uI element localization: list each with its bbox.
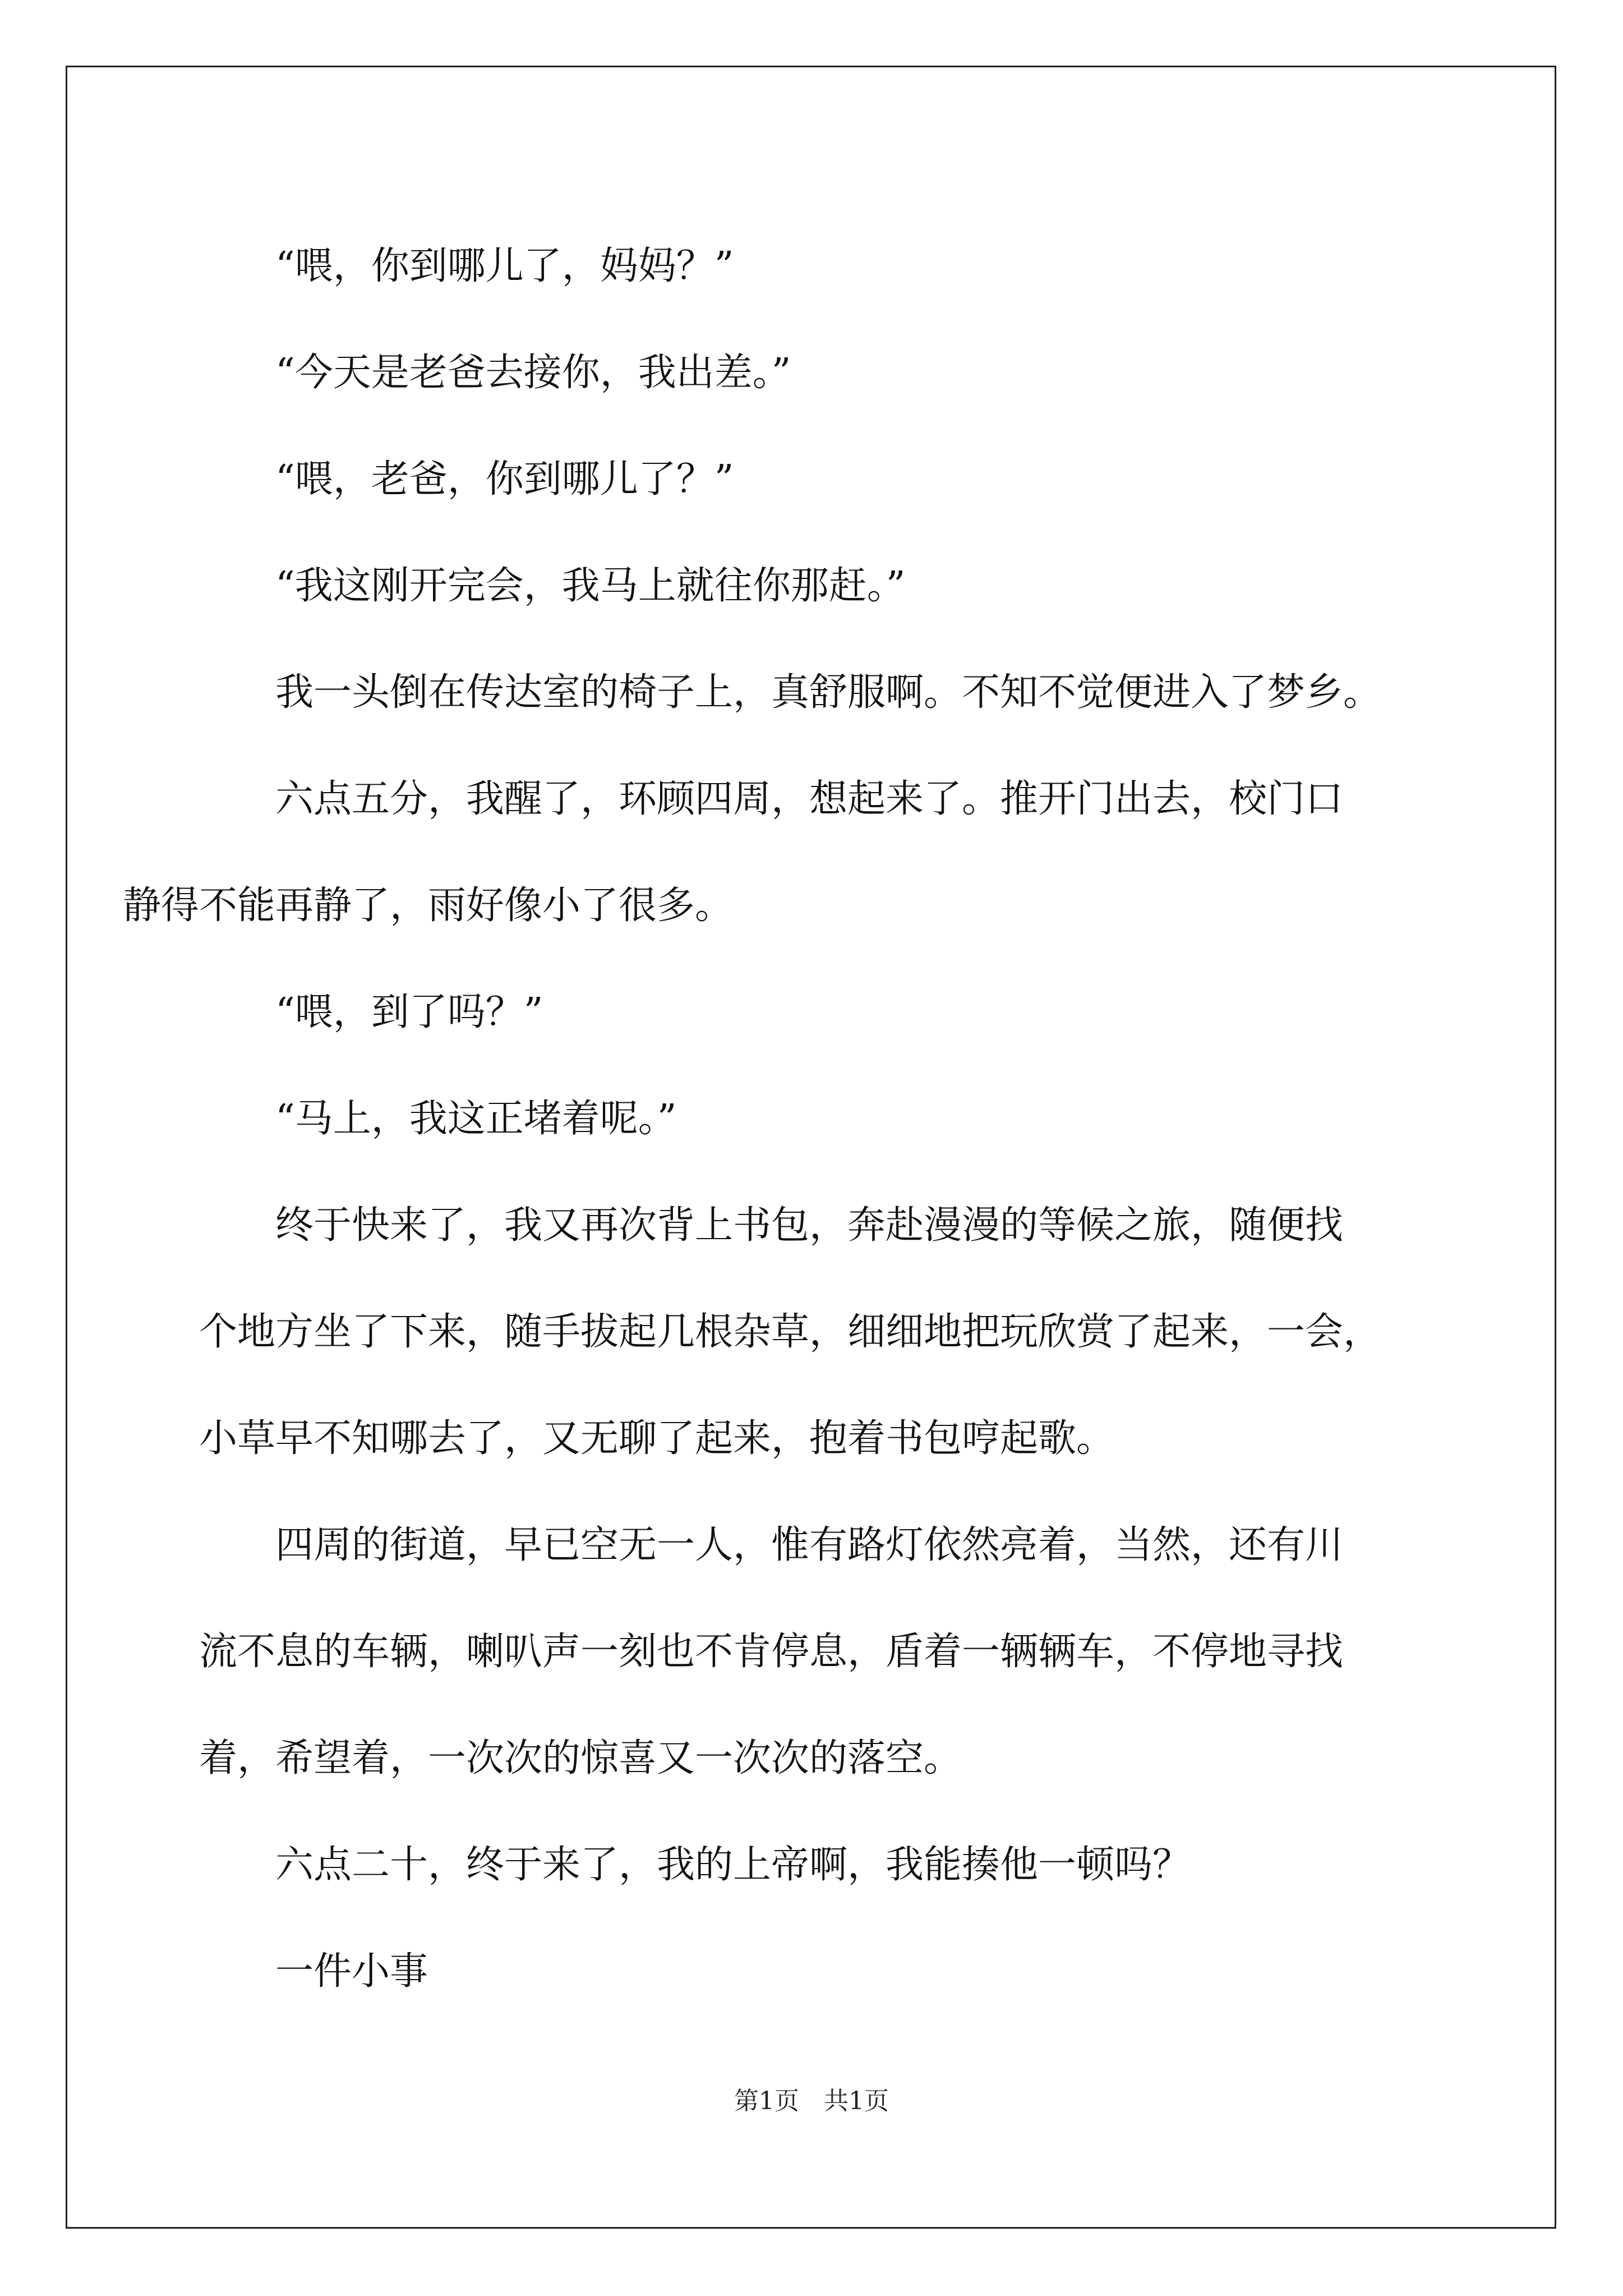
text-line: 着，希望着，一次次的惊喜又一次次的落空。 [199, 1736, 962, 1780]
text-line: 流不息的车辆，喇叭声一刻也不肯停息，盾着一辆辆车，不停地寻找 [199, 1630, 1344, 1674]
paragraph [199, 426, 1433, 533]
text-line: 四周的街道，早已空无一人，惟有路灯依然亮着，当然，还有川 [275, 1523, 1344, 1567]
paragraph [123, 746, 1433, 959]
text-line: 一件小事 [275, 1949, 428, 1994]
text-line: 六点二十，终于来了，我的上帝啊，我能揍他一顿吗？ [275, 1843, 1191, 1887]
document-body [123, 213, 1433, 2025]
text-line: “今天是老爸去接你，我出差。” [275, 351, 791, 395]
text-line: “喂，老爸，你到哪儿了？” [275, 457, 734, 501]
paragraph [199, 1172, 1433, 1492]
text-line: 我一头倒在传达室的椅子上，真舒服啊。不知不觉便进入了梦乡。 [275, 670, 1382, 715]
text-line: 个地方坐了下来，随手拔起几根杂草，细细地把玩欣赏了起来，一会， [199, 1310, 1382, 1354]
paragraph [199, 1918, 1433, 2025]
text-line: “喂，到了吗？” [275, 990, 543, 1034]
paragraph [199, 533, 1433, 639]
text-line: 六点五分，我醒了，环顾四周，想起来了。推开门出去，校门口 [275, 777, 1344, 821]
text-line: “喂，你到哪儿了，妈妈？” [275, 244, 734, 288]
paragraph [199, 1066, 1433, 1172]
paragraph [199, 320, 1433, 426]
paragraph [199, 213, 1433, 320]
text-line: 静得不能再静了，雨好像小了很多。 [123, 884, 734, 928]
text-line: 小草早不知哪去了，又无聊了起来，抱着书包哼起歌。 [199, 1416, 1115, 1461]
paragraph [199, 639, 1433, 746]
page-footer [0, 2085, 1623, 2118]
page-number-label: 第1页 共1页 [734, 2087, 889, 2115]
paragraph [199, 1812, 1433, 1918]
text-line: 终于快来了，我又再次背上书包，奔赴漫漫的等候之旅，随便找 [275, 1203, 1344, 1248]
text-line: “我这刚开完会，我马上就往你那赶。” [275, 564, 906, 608]
text-line: “马上，我这正堵着呢。” [275, 1097, 677, 1141]
paragraph [199, 1492, 1433, 1812]
paragraph [199, 959, 1433, 1066]
